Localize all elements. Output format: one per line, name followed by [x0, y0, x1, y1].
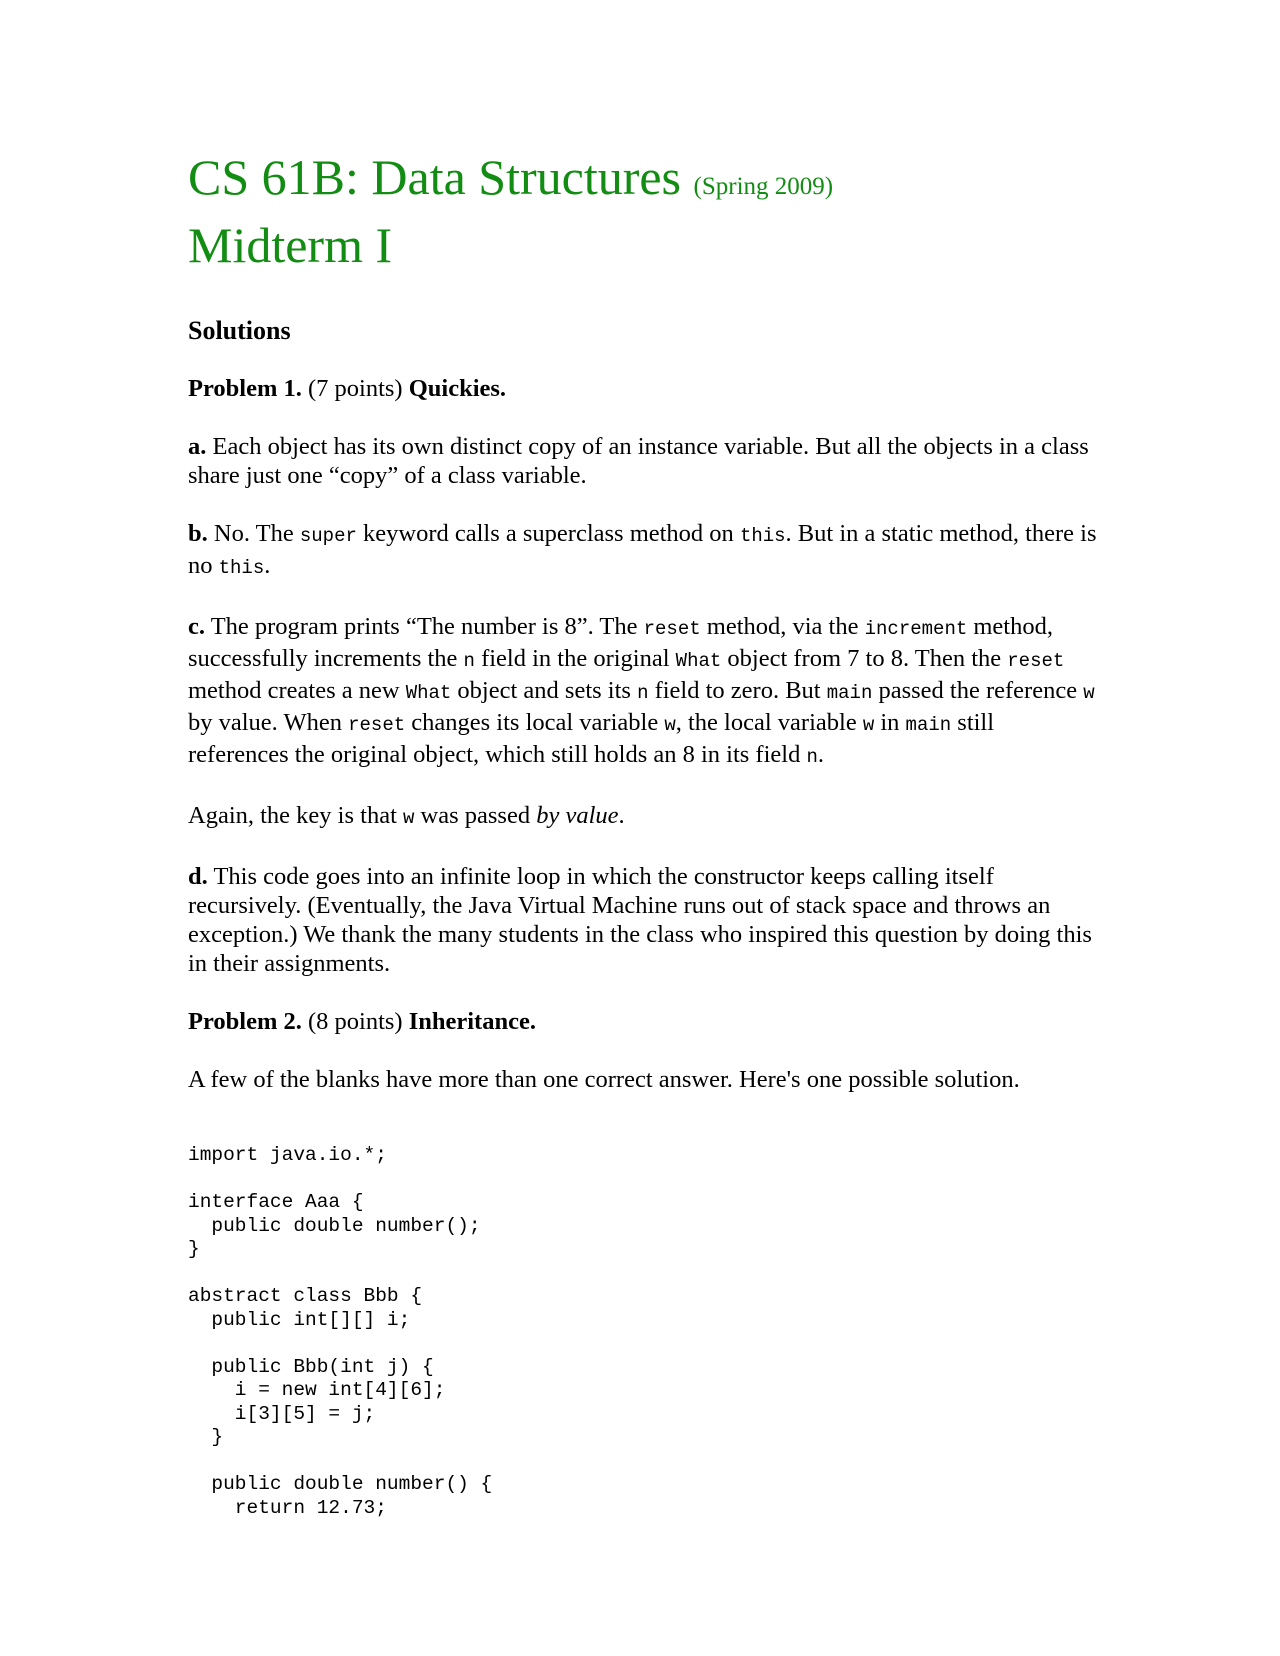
answer-d-text: This code goes into an infinite loop in which the constructor keeps calling itself recursively. (Eventually, the Java Virtual Machine runs out of stack space and throws an exception.) We thank the many students in the class who inspired this question by doing this in their assignments.	[188, 863, 1092, 977]
code-w: w	[862, 714, 875, 736]
answer-d	[188, 862, 1098, 978]
answer-c-text: field in the original	[481, 645, 670, 672]
answer-c-text: by value. When	[188, 709, 342, 736]
title-exam: Midterm I	[188, 217, 393, 273]
answer-c-text: The program prints “The number is 8”. The	[210, 613, 638, 640]
problem-1-points: (7 points)	[308, 375, 403, 402]
code-what: What	[405, 682, 452, 704]
again-text: Again, the key is that	[188, 802, 397, 829]
title-term: (Spring 2009)	[693, 173, 834, 200]
code-n: n	[806, 746, 818, 768]
problem-2-intro: A few of the blanks have more than one correct answer. Here's one possible solution.	[188, 1066, 1020, 1093]
answer-b-text: . But in a static method, there is no	[188, 520, 1097, 579]
answer-a-label: a.	[188, 433, 207, 460]
answer-c-text: method creates a new	[188, 677, 400, 704]
code-w: w	[664, 714, 676, 736]
document-title	[188, 148, 1098, 274]
code-this: this	[739, 525, 786, 547]
answer-c-text: field to zero. But	[654, 677, 821, 704]
answer-b-text: keyword calls a superclass method on	[363, 520, 734, 547]
answer-c-text: changes its local variable	[411, 709, 659, 736]
code-reset: reset	[348, 714, 406, 736]
answer-a	[188, 432, 1098, 490]
answer-c-text: object from 7 to 8. Then the	[727, 645, 1002, 672]
code-main: main	[826, 682, 873, 704]
problem-1-name: Quickies.	[408, 375, 507, 402]
answer-c-text: , the local variable	[675, 709, 857, 736]
answer-c-text: .	[817, 741, 824, 768]
code-what: What	[675, 650, 722, 672]
code-n: n	[463, 650, 475, 672]
code-listing: import java.io.*; interface Aaa { public double number(); } abstract class Bbb { public int[][] i; public Bbb(int j) { i = new int[4][6]; i[3][5] = j; } public double number() { return 12.73;	[188, 1144, 493, 1519]
answer-b	[188, 519, 1098, 583]
answer-b-label: b.	[188, 520, 208, 547]
code-this: this	[218, 557, 265, 579]
answer-c-text: method, successfully increments the	[188, 613, 1053, 672]
code-super: super	[299, 525, 357, 547]
problem-1-label: Problem 1.	[188, 375, 302, 402]
answer-b-text: .	[264, 552, 271, 579]
code-reset: reset	[1007, 650, 1065, 672]
code-w: w	[1083, 682, 1095, 704]
problem-2-label: Problem 2.	[188, 1008, 302, 1035]
code-n: n	[637, 682, 649, 704]
answer-c-text: passed the reference	[878, 677, 1078, 704]
code-main: main	[905, 714, 952, 736]
again-text: was passed	[420, 802, 531, 829]
answer-c-text: still references the original object, which still holds an 8 in its field	[188, 709, 995, 768]
answer-c-text: object and sets its	[457, 677, 631, 704]
solutions-heading: Solutions	[188, 316, 291, 345]
code-reset: reset	[643, 618, 701, 640]
problem-1-heading	[188, 374, 1098, 403]
answer-c	[188, 612, 1098, 772]
answer-c-text: method, via the	[706, 613, 859, 640]
answer-a-text: Each object has its own distinct copy of an instance variable. But all the objects in a class share just one “copy” of a class variable.	[188, 433, 1089, 489]
code-w: w	[403, 807, 415, 829]
answer-c-text: in	[880, 709, 900, 736]
title-main: CS 61B: Data Structures	[188, 149, 682, 205]
answer-c-label: c.	[188, 613, 205, 640]
problem-2-name: Inheritance.	[408, 1008, 536, 1035]
answer-b-text: No. The	[213, 520, 294, 547]
again-text: .	[618, 802, 625, 829]
problem-2-points: (8 points)	[308, 1008, 403, 1035]
code-increment: increment	[864, 618, 968, 640]
document-page	[188, 148, 1098, 1520]
answer-d-label: d.	[188, 863, 208, 890]
again-note	[188, 801, 1098, 833]
problem-2-heading	[188, 1007, 1098, 1036]
emphasis-by-value: by value	[536, 802, 619, 829]
